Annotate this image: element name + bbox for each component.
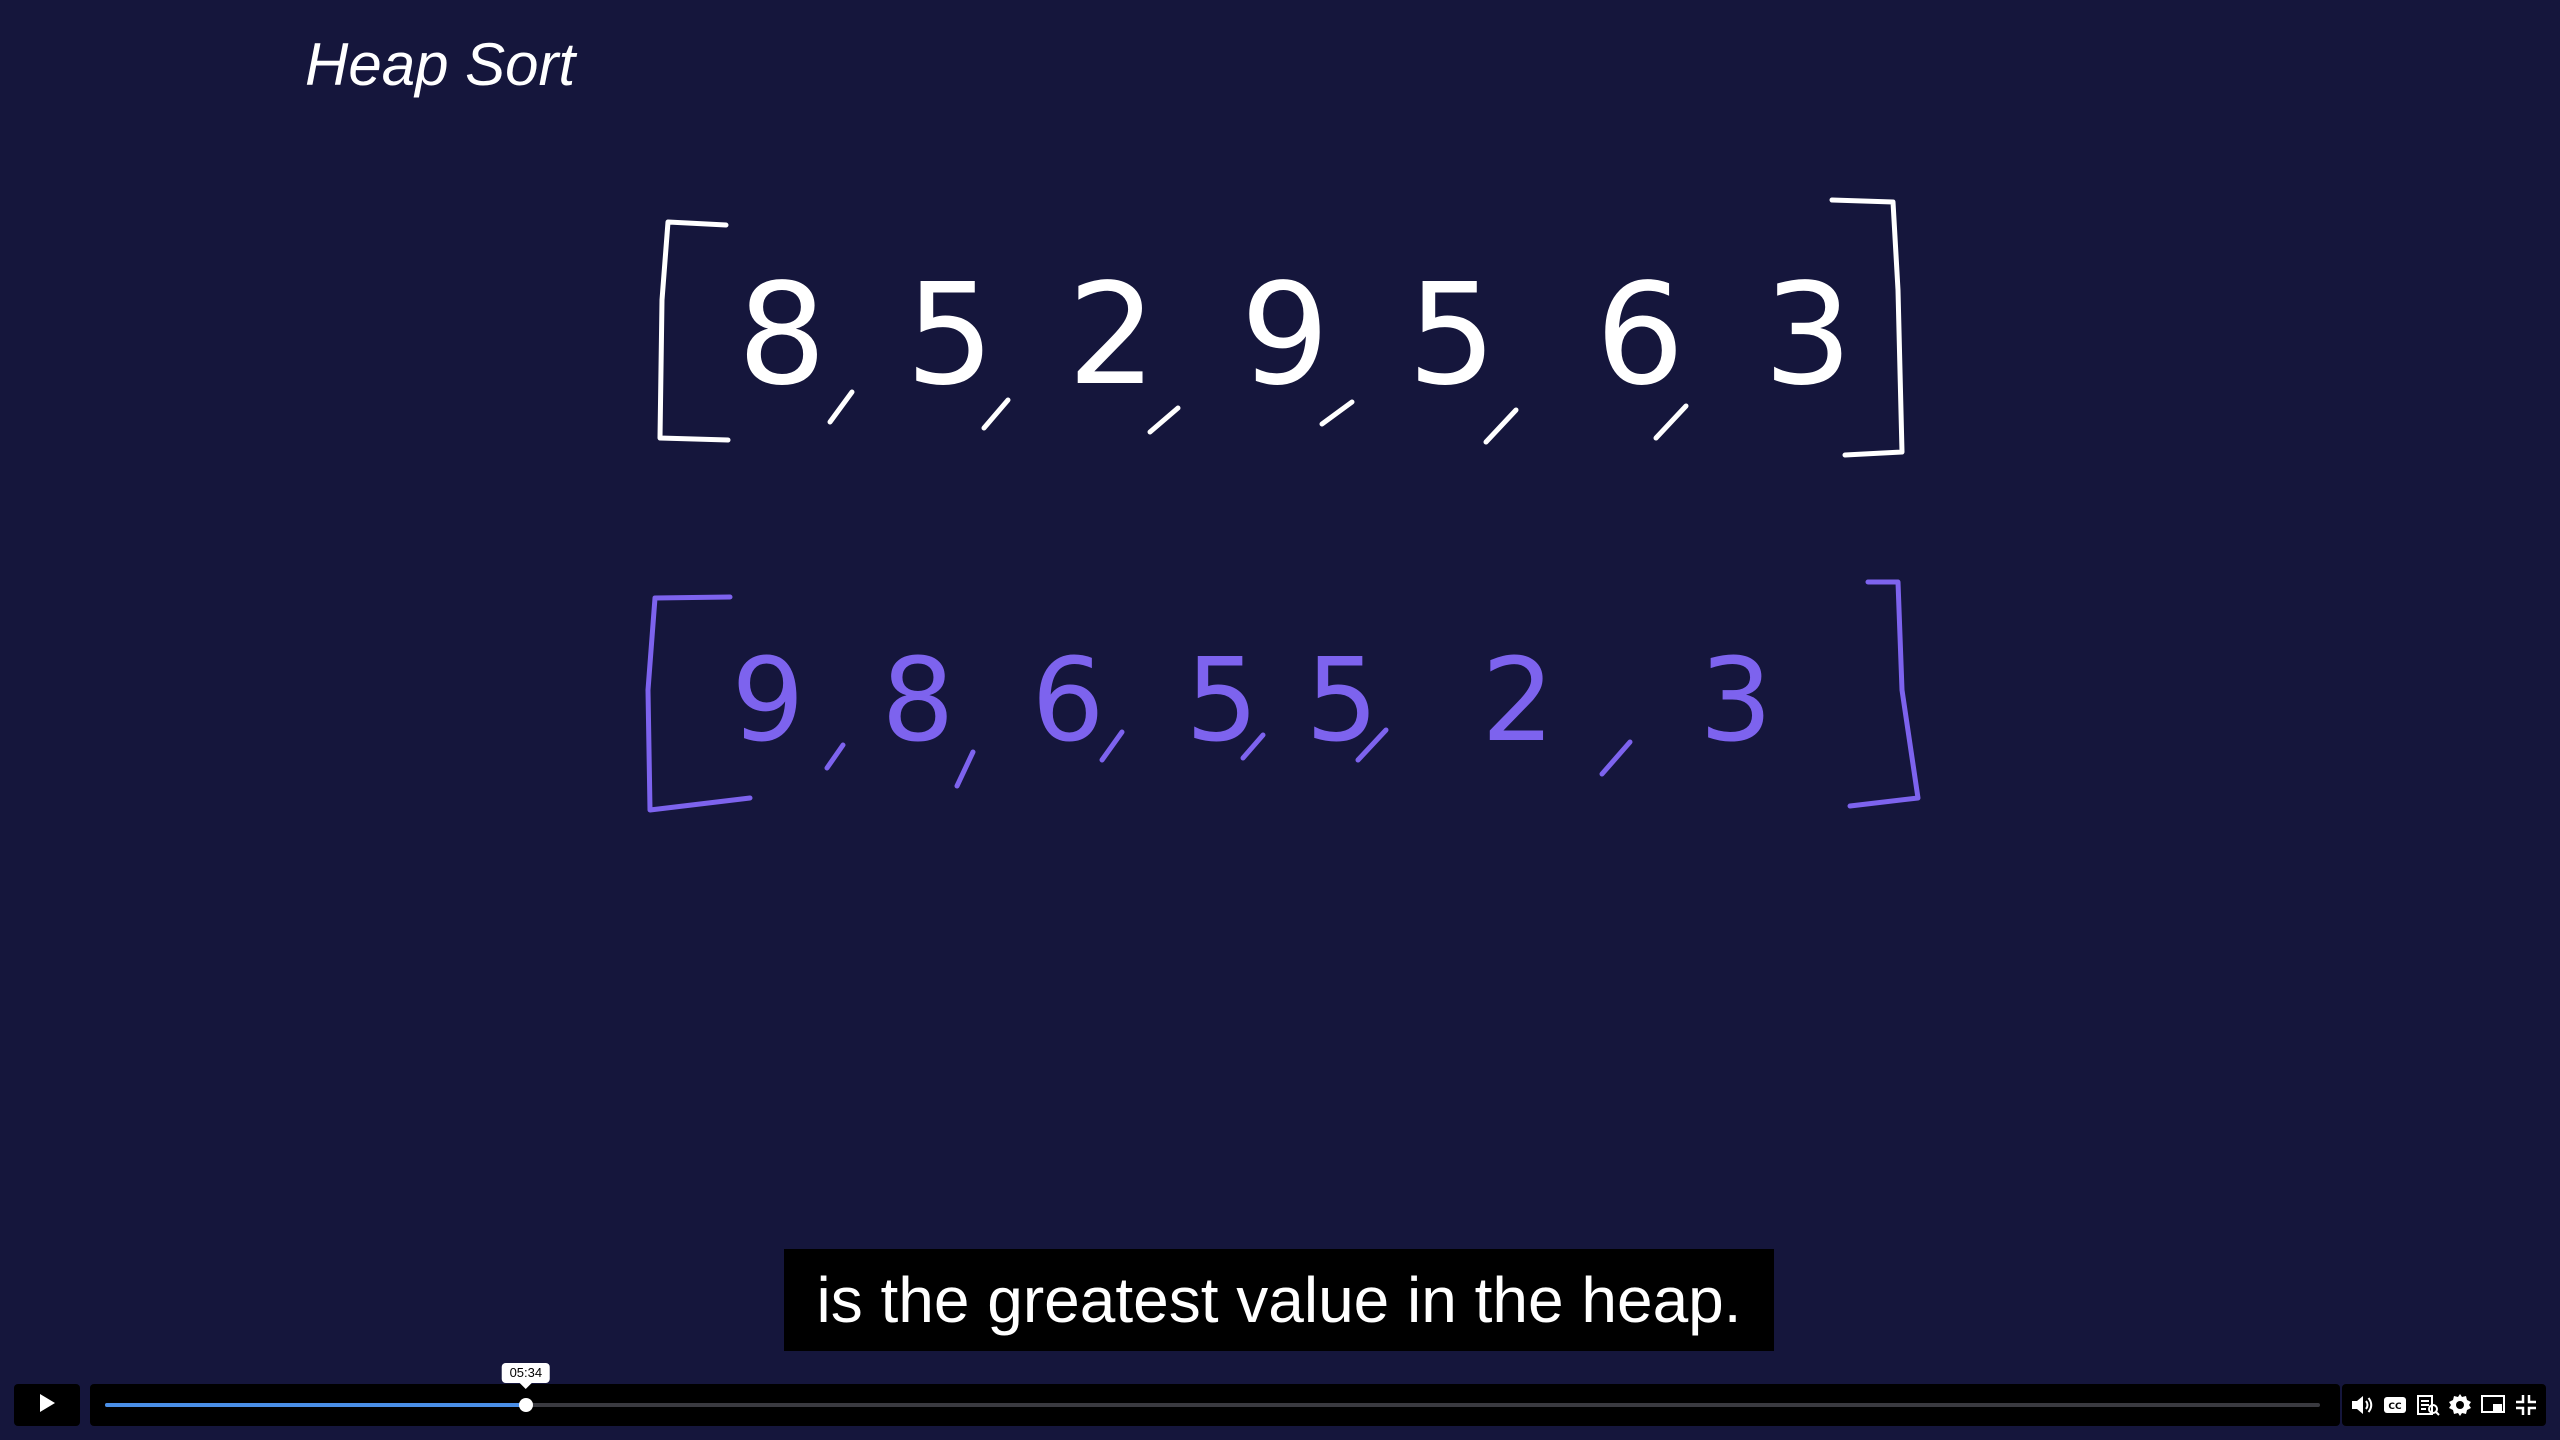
heapified-comma-3 (1102, 732, 1122, 760)
original-value-7: 3 (1763, 254, 1853, 417)
original-value-4: 9 (1240, 254, 1330, 417)
exit-fullscreen-icon[interactable] (2513, 1392, 2539, 1418)
heapified-value-3: 6 (1031, 634, 1105, 768)
subtitle-caption: is the greatest value in the heap. (784, 1249, 1774, 1351)
transcript-icon[interactable] (2415, 1392, 2441, 1418)
seek-bar[interactable] (90, 1365, 2340, 1426)
player-icon-bar (2342, 1384, 2546, 1426)
play-button[interactable] (14, 1384, 80, 1426)
original-value-6: 6 (1595, 254, 1685, 417)
original-value-2: 5 (905, 254, 995, 417)
heapified-value-5: 5 (1305, 634, 1379, 768)
progress-track[interactable] (105, 1365, 2320, 1407)
heapified-comma-2 (957, 752, 973, 786)
settings-icon[interactable] (2447, 1392, 2473, 1418)
timestamp-tooltip (502, 1363, 551, 1383)
tooltip-arrow (520, 1383, 532, 1389)
heapified-right-bracket (1850, 582, 1918, 806)
heapified-value-4: 5 (1185, 634, 1259, 768)
player-controls (14, 1365, 2546, 1426)
slide-title: Heap Sort (305, 31, 576, 98)
seek-handle[interactable] (519, 1398, 533, 1412)
heapified-value-7: 3 (1699, 634, 1773, 768)
heapified-value-2: 8 (881, 634, 955, 768)
timestamp-text: 05:34 (509, 1365, 543, 1380)
heapified-comma-6 (1602, 742, 1630, 774)
heapified-value-1: 9 (731, 634, 805, 768)
original-value-3: 2 (1067, 254, 1157, 417)
play-icon (38, 1393, 56, 1418)
picture-in-picture-icon[interactable] (2480, 1392, 2506, 1418)
original-value-5: 5 (1407, 254, 1497, 417)
svg-text:CC: CC (2388, 1402, 2402, 1412)
closed-captions-icon[interactable] (2382, 1392, 2408, 1418)
original-left-bracket (660, 222, 728, 440)
heapified-array-values (731, 634, 1772, 768)
heapified-comma-1 (827, 745, 843, 768)
progress-fill (105, 1403, 526, 1407)
heapified-value-6: 2 (1481, 634, 1555, 768)
volume-icon[interactable] (2349, 1392, 2375, 1418)
original-value-1: 8 (737, 254, 827, 417)
original-array-values (737, 254, 1852, 417)
original-comma-1 (830, 392, 852, 422)
